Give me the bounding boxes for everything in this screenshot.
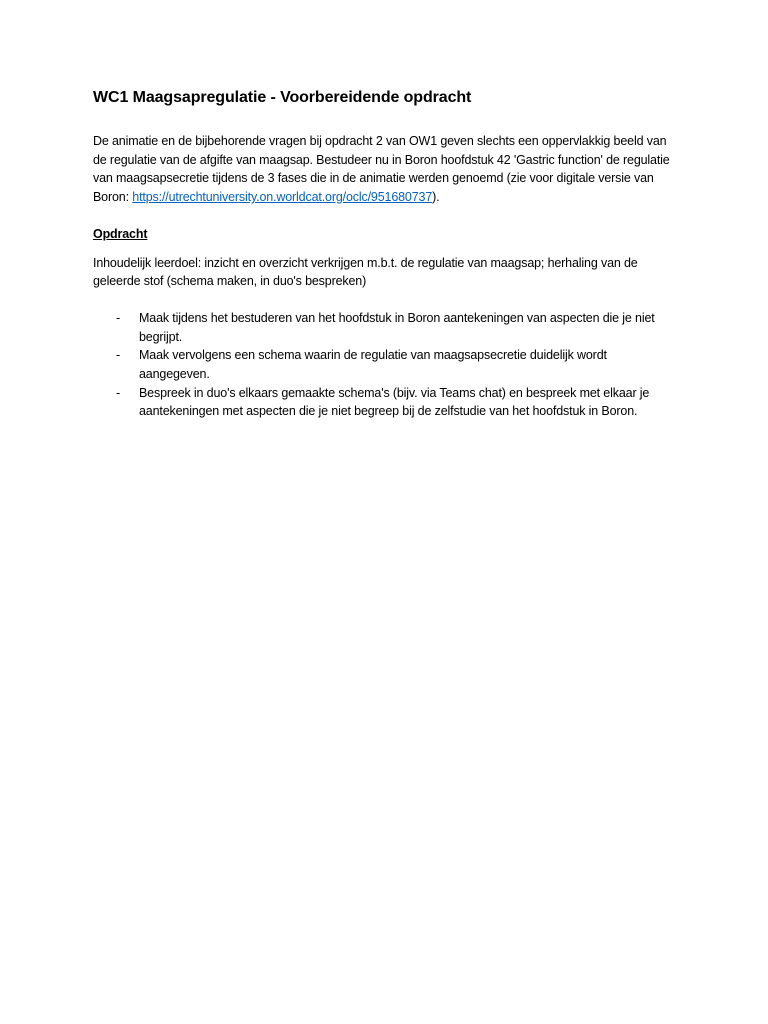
intro-text-end: ). [432,190,440,205]
list-item [93,384,675,421]
task-text: Maak vervolgens een schema waarin de regulatie van maagsapsecretie duidelijk wordt aangegeven. [139,348,607,382]
bullet-dash: - [116,348,121,363]
intro-paragraph [93,132,675,207]
document-page [93,88,675,421]
boron-link[interactable]: https://utrechtuniversity.on.worldcat.org/oclc/951680737 [132,190,433,205]
task-text: Bespreek in duo's elkaars gemaakte schema's (bijv. via Teams chat) en bespreek met elkaar je aantekeningen met aspecten die je niet begreep bij de zelfstudie van het hoofdstuk in Boron. [139,385,650,419]
bullet-dash: - [116,385,121,400]
bullet-dash: - [116,310,121,325]
list-item [93,309,675,346]
task-text: Maak tijdens het bestuderen van het hoofdstuk in Boron aantekeningen van aspecten die je niet begrijpt. [139,310,655,344]
document-title: WC1 Maagsapregulatie - Voorbereidende opdracht [93,89,472,106]
learning-goal-paragraph: Inhoudelijk leerdoel: inzicht en overzicht verkrijgen m.b.t. de regulatie van maagsap; herhaling van de geleerde stof (schema maken, in duo's bespreken) [93,255,638,289]
task-list [93,309,675,421]
section-heading-opdracht: Opdracht [93,226,148,241]
intro-text: De animatie en de bijbehorende vragen bij opdracht 2 van OW1 geven slechts een oppervlakkig beeld van de regulatie van de afgifte van maagsap. Bestudeer nu in Boron hoofdstuk 42 'Gastric function' de regulatie van maagsapsecretie tijdens de 3 fases die in de animatie werden genoemd (zie voor digitale versie van Boron: [93,134,670,205]
list-item [93,346,675,383]
